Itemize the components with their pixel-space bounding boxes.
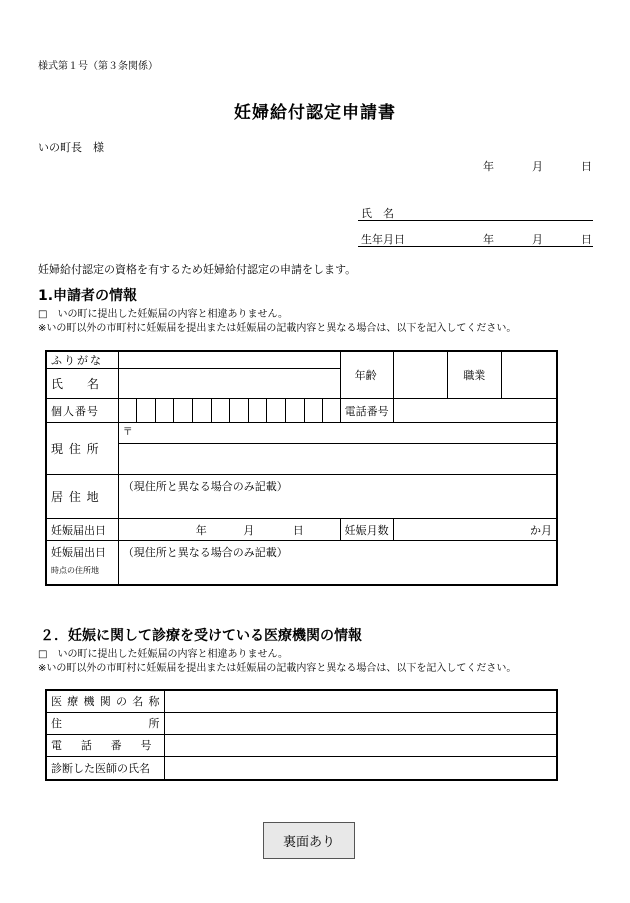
back-side-button[interactable]: 裏面あり	[263, 822, 355, 859]
addressee: いの町長 様	[38, 141, 104, 154]
institution-phone-label-text: 電話番号	[51, 739, 152, 752]
current-address-field[interactable]	[118, 444, 557, 475]
residence-note: （現住所と異なる場合のみ記載）	[122, 480, 288, 493]
phone-label: 電話番号	[340, 399, 394, 423]
age-field[interactable]	[394, 351, 448, 399]
dob-underline	[358, 246, 593, 247]
report-date-field[interactable]	[118, 519, 340, 541]
doctor-field[interactable]	[164, 756, 557, 780]
institution-address-label-text: 住所	[51, 717, 160, 730]
statement: 妊婦給付認定の資格を有するため妊婦給付認定の申請をします。	[38, 263, 357, 276]
institution-address-field[interactable]	[164, 712, 557, 734]
page-title: 妊婦給付認定申請書	[234, 103, 396, 123]
furigana-field[interactable]	[118, 351, 340, 369]
my-number-digit[interactable]	[193, 399, 212, 423]
residence-label: 居 住 地	[46, 475, 118, 519]
dob-year-label: 年	[483, 233, 494, 246]
report-day: 日	[292, 523, 304, 537]
section1-note: ※いの町以外の市町村に妊娠届を提出または妊娠届の記載内容と異なる場合は、以下を記入してください。	[38, 323, 517, 334]
months-field[interactable]	[394, 519, 557, 541]
doctor-label: 診断した医師の氏名	[46, 756, 164, 780]
my-number-digit[interactable]	[304, 399, 323, 423]
institution-phone-field[interactable]	[164, 734, 557, 756]
dob-month-label: 月	[532, 233, 543, 246]
report-address-field[interactable]	[118, 541, 557, 585]
my-number-label: 個人番号	[46, 399, 118, 423]
section2-note: ※いの町以外の市町村に妊娠届を提出または妊娠届の記載内容と異なる場合は、以下を記入してください。	[38, 663, 517, 674]
name-field[interactable]	[118, 369, 340, 399]
applicant-name-label: 氏 名	[361, 207, 394, 220]
section1-checkbox[interactable]: □ いの町に提出した妊娠届の内容と相違ありません。	[38, 309, 289, 320]
my-number-digit[interactable]	[248, 399, 267, 423]
institution-name-field[interactable]	[164, 690, 557, 712]
furigana-label: ふりがな	[46, 351, 118, 369]
my-number-digit[interactable]	[267, 399, 286, 423]
form-number: 様式第１号（第３条関係）	[38, 61, 158, 72]
report-address-label-line1: 妊娠届出日	[51, 546, 106, 560]
section1-heading: 1.申請者の情報	[38, 288, 138, 304]
institution-phone-label	[46, 734, 164, 756]
report-month: 月	[243, 523, 255, 537]
report-address-label-line2: 時点の住所地	[51, 566, 99, 576]
institution-table	[45, 689, 558, 781]
months-label: 妊娠月数	[340, 519, 394, 541]
institution-name-label: 医療機関の名称	[46, 690, 164, 712]
my-number-digit[interactable]	[285, 399, 304, 423]
my-number-digit[interactable]	[323, 399, 341, 423]
applicant-table	[45, 350, 558, 586]
my-number-digit[interactable]	[118, 399, 137, 423]
dob-day-label: 日	[581, 233, 592, 246]
date-year-label: 年	[483, 160, 494, 173]
my-number-digit[interactable]	[211, 399, 230, 423]
name-underline	[358, 220, 593, 221]
report-date-label: 妊娠届出日	[46, 519, 118, 541]
age-label: 年齢	[340, 351, 394, 399]
postal-mark: 〒	[122, 427, 133, 438]
name-label: 氏 名	[46, 369, 118, 399]
my-number-digit[interactable]	[155, 399, 174, 423]
my-number-digit[interactable]	[174, 399, 193, 423]
report-address-note: （現住所と異なる場合のみ記載）	[122, 546, 288, 559]
job-field[interactable]	[501, 351, 557, 399]
report-year: 年	[195, 523, 207, 537]
months-unit: か月	[530, 523, 552, 537]
phone-field[interactable]	[394, 399, 557, 423]
applicant-dob-label: 生年月日	[361, 233, 405, 246]
report-address-label	[46, 541, 118, 585]
my-number-digit[interactable]	[230, 399, 249, 423]
institution-address-label	[46, 712, 164, 734]
my-number-digit[interactable]	[137, 399, 156, 423]
section2-heading: ２．妊娠に関して診療を受けている医療機関の情報	[40, 628, 362, 644]
postal-code-field[interactable]	[118, 423, 557, 444]
job-label: 職業	[447, 351, 501, 399]
section2-checkbox[interactable]: □ いの町に提出した妊娠届の内容と相違ありません。	[38, 649, 289, 660]
current-address-label: 現 住 所	[46, 423, 118, 475]
date-month-label: 月	[532, 160, 543, 173]
residence-field[interactable]	[118, 475, 557, 519]
date-day-label: 日	[581, 160, 592, 173]
